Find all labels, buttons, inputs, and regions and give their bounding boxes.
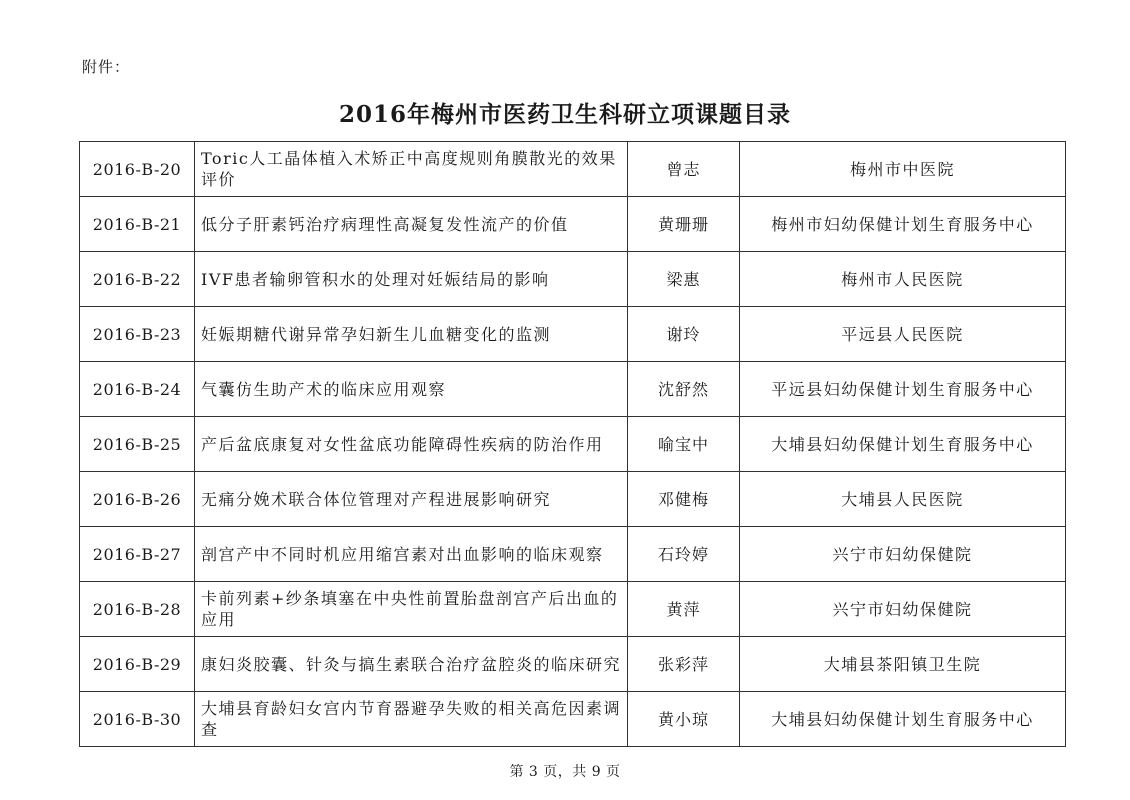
project-organization-cell: 兴宁市妇幼保健院 xyxy=(740,527,1066,582)
table-row xyxy=(80,142,1066,197)
table-row xyxy=(80,197,1066,252)
project-topic-cell: IVF患者输卵管积水的处理对妊娠结局的影响 xyxy=(195,252,628,307)
page-number: 第 3 页，共 9 页 xyxy=(509,764,621,780)
project-leader-cell: 石玲婷 xyxy=(628,527,740,582)
project-organization-cell: 平远县人民医院 xyxy=(740,307,1066,362)
project-leader-cell: 梁惠 xyxy=(628,252,740,307)
table-row xyxy=(80,252,1066,307)
project-organization-cell: 大埔县人民医院 xyxy=(740,472,1066,527)
project-organization-cell: 梅州市人民医院 xyxy=(740,252,1066,307)
project-leader-cell: 喻宝中 xyxy=(628,417,740,472)
project-topic-cell: 大埔县育龄妇女宫内节育器避孕失败的相关高危因素调查 xyxy=(195,692,628,747)
project-code-cell: 2016-B-22 xyxy=(80,252,195,307)
project-topic-cell: 低分子肝素钙治疗病理性高凝复发性流产的价值 xyxy=(195,197,628,252)
attachment-label: 附件： xyxy=(82,58,131,76)
project-organization-cell: 平远县妇幼保健计划生育服务中心 xyxy=(740,362,1066,417)
project-code-cell: 2016-B-30 xyxy=(80,692,195,747)
project-leader-cell: 黄萍 xyxy=(628,582,740,637)
project-code-cell: 2016-B-29 xyxy=(80,637,195,692)
project-organization-cell: 大埔县茶阳镇卫生院 xyxy=(740,637,1066,692)
project-organization-cell: 梅州市中医院 xyxy=(740,142,1066,197)
project-topic-cell: 气囊仿生助产术的临床应用观察 xyxy=(195,362,628,417)
project-topic-cell: 产后盆底康复对女性盆底功能障碍性疾病的防治作用 xyxy=(195,417,628,472)
table-row xyxy=(80,417,1066,472)
project-code-cell: 2016-B-26 xyxy=(80,472,195,527)
project-organization-cell: 梅州市妇幼保健计划生育服务中心 xyxy=(740,197,1066,252)
project-leader-cell: 曾志 xyxy=(628,142,740,197)
table-row xyxy=(80,582,1066,637)
table-row xyxy=(80,637,1066,692)
project-topic-cell: 妊娠期糖代谢异常孕妇新生儿血糖变化的监测 xyxy=(195,307,628,362)
project-topic-cell: 无痛分娩术联合体位管理对产程进展影响研究 xyxy=(195,472,628,527)
project-organization-cell: 大埔县妇幼保健计划生育服务中心 xyxy=(740,692,1066,747)
project-organization-cell: 大埔县妇幼保健计划生育服务中心 xyxy=(740,417,1066,472)
project-code-cell: 2016-B-28 xyxy=(80,582,195,637)
project-leader-cell: 黄小琼 xyxy=(628,692,740,747)
table-row xyxy=(80,692,1066,747)
project-leader-cell: 黄珊珊 xyxy=(628,197,740,252)
project-topic-cell: 康妇炎胶囊、针灸与搞生素联合治疗盆腔炎的临床研究 xyxy=(195,637,628,692)
project-code-cell: 2016-B-27 xyxy=(80,527,195,582)
project-topic-cell: 卡前列素+纱条填塞在中央性前置胎盘剖宫产后出血的应用 xyxy=(195,582,628,637)
table-row xyxy=(80,527,1066,582)
project-code-cell: 2016-B-25 xyxy=(80,417,195,472)
project-leader-cell: 邓健梅 xyxy=(628,472,740,527)
document-title: 2016年梅州市医药卫生科研立项课题目录 xyxy=(338,101,791,128)
project-leader-cell: 张彩萍 xyxy=(628,637,740,692)
project-topic-cell: Toric人工晶体植入术矫正中高度规则角膜散光的效果评价 xyxy=(195,142,628,197)
project-organization-cell: 兴宁市妇幼保健院 xyxy=(740,582,1066,637)
project-leader-cell: 沈舒然 xyxy=(628,362,740,417)
project-leader-cell: 谢玲 xyxy=(628,307,740,362)
table-row xyxy=(80,472,1066,527)
table-row xyxy=(80,307,1066,362)
project-code-cell: 2016-B-21 xyxy=(80,197,195,252)
project-code-cell: 2016-B-23 xyxy=(80,307,195,362)
table-row xyxy=(80,362,1066,417)
project-catalog-table xyxy=(79,141,1066,747)
project-code-cell: 2016-B-20 xyxy=(80,142,195,197)
project-topic-cell: 剖宫产中不同时机应用缩宫素对出血影响的临床观察 xyxy=(195,527,628,582)
project-code-cell: 2016-B-24 xyxy=(80,362,195,417)
